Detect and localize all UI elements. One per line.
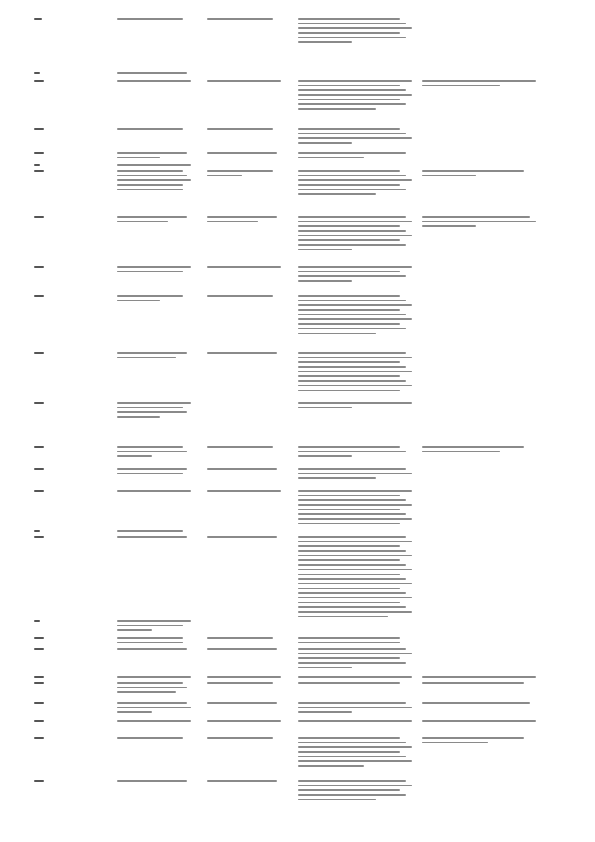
row-number (34, 72, 40, 76)
table-cell-col-e (422, 170, 542, 179)
table-cell-col-c (207, 128, 285, 133)
table-cell-col-d (298, 648, 418, 671)
table-cell-col-e (422, 216, 542, 230)
table-cell-col-b (117, 352, 195, 361)
row-number (34, 648, 44, 652)
table-cell-col-d (298, 152, 418, 161)
table-cell-col-b (117, 72, 195, 77)
table-cell-col-d (298, 295, 418, 337)
table-cell-col-d (298, 170, 418, 198)
row-number (34, 780, 44, 784)
table-cell-col-b (117, 737, 195, 742)
row-number (34, 266, 44, 270)
table-cell-col-c (207, 676, 285, 681)
table-cell-col-b (117, 648, 195, 653)
row-number (34, 402, 44, 406)
row-number (34, 152, 44, 156)
table-cell-col-d (298, 266, 418, 285)
table-cell-col-c (207, 352, 285, 357)
table-cell-col-c (207, 18, 285, 23)
row-number (34, 737, 44, 741)
table-cell-col-b (117, 620, 195, 634)
table-cell-col-c (207, 720, 285, 725)
table-cell-col-d (298, 737, 418, 770)
table-cell-col-b (117, 702, 195, 716)
table-cell-col-c (207, 80, 285, 85)
row-number (34, 446, 44, 450)
table-cell-col-d (298, 702, 418, 716)
table-cell-col-b (117, 295, 195, 304)
row-number (34, 352, 44, 356)
row-number (34, 295, 44, 299)
table-cell-col-b (117, 80, 195, 85)
table-cell-col-c (207, 490, 285, 495)
table-cell-col-d (298, 80, 418, 113)
table-cell-col-c (207, 216, 285, 225)
table-cell-col-b (117, 780, 195, 785)
table-cell-col-d (298, 352, 418, 394)
table-cell-col-c (207, 295, 285, 300)
row-number (34, 676, 44, 680)
table-cell-col-b (117, 18, 195, 23)
table-cell-col-c (207, 637, 285, 642)
table-cell-col-d (298, 18, 418, 46)
table-cell-col-c (207, 536, 285, 541)
row-number (34, 216, 44, 220)
table-cell-col-c (207, 152, 285, 157)
table-cell-col-c (207, 737, 285, 742)
table-cell-col-d (298, 468, 418, 482)
table-cell-col-b (117, 164, 195, 169)
row-number (34, 468, 44, 472)
table-cell-col-e (422, 446, 542, 455)
table-cell-col-b (117, 402, 195, 421)
table-cell-col-e (422, 676, 542, 681)
table-cell-col-d (298, 682, 418, 687)
table-cell-col-d (298, 490, 418, 528)
table-cell-col-c (207, 780, 285, 785)
table-cell-col-d (298, 536, 418, 620)
table-cell-col-d (298, 128, 418, 147)
table-cell-col-b (117, 530, 195, 535)
table-cell-col-b (117, 216, 195, 225)
table-cell-col-b (117, 682, 195, 696)
table-cell-col-b (117, 637, 195, 646)
row-number (34, 164, 40, 168)
table-cell-col-b (117, 170, 195, 193)
row-number (34, 18, 42, 22)
table-cell-col-d (298, 637, 418, 646)
row-number (34, 170, 44, 174)
row-number (34, 490, 44, 494)
table-cell-col-b (117, 266, 195, 275)
table-cell-col-c (207, 648, 285, 653)
table-cell-col-c (207, 170, 285, 179)
table-cell-col-d (298, 676, 418, 681)
table-cell-col-b (117, 152, 195, 161)
table-cell-col-c (207, 468, 285, 473)
table-cell-col-b (117, 468, 195, 477)
row-number (34, 80, 44, 84)
table-cell-col-b (117, 536, 195, 541)
table-cell-col-b (117, 446, 195, 460)
table-cell-col-c (207, 682, 285, 687)
row-number (34, 682, 44, 686)
table-cell-col-d (298, 720, 418, 725)
table-cell-col-c (207, 702, 285, 707)
table-cell-col-b (117, 128, 195, 133)
table-cell-col-c (207, 446, 285, 451)
row-number (34, 702, 44, 706)
row-number (34, 720, 44, 724)
table-cell-col-b (117, 490, 195, 495)
table-cell-col-e (422, 702, 542, 707)
row-number (34, 530, 40, 534)
row-number (34, 128, 44, 132)
table-cell-col-e (422, 682, 542, 687)
row-number (34, 620, 40, 624)
table-cell-col-b (117, 676, 195, 681)
row-number (34, 536, 44, 540)
row-number (34, 637, 44, 641)
table-cell-col-d (298, 780, 418, 803)
table-cell-col-d (298, 446, 418, 460)
table-cell-col-b (117, 720, 195, 725)
table-cell-col-e (422, 80, 542, 89)
table-cell-col-e (422, 737, 542, 746)
table-cell-col-d (298, 402, 418, 411)
table-cell-col-e (422, 720, 542, 725)
table-cell-col-d (298, 216, 418, 254)
table-cell-col-c (207, 266, 285, 271)
